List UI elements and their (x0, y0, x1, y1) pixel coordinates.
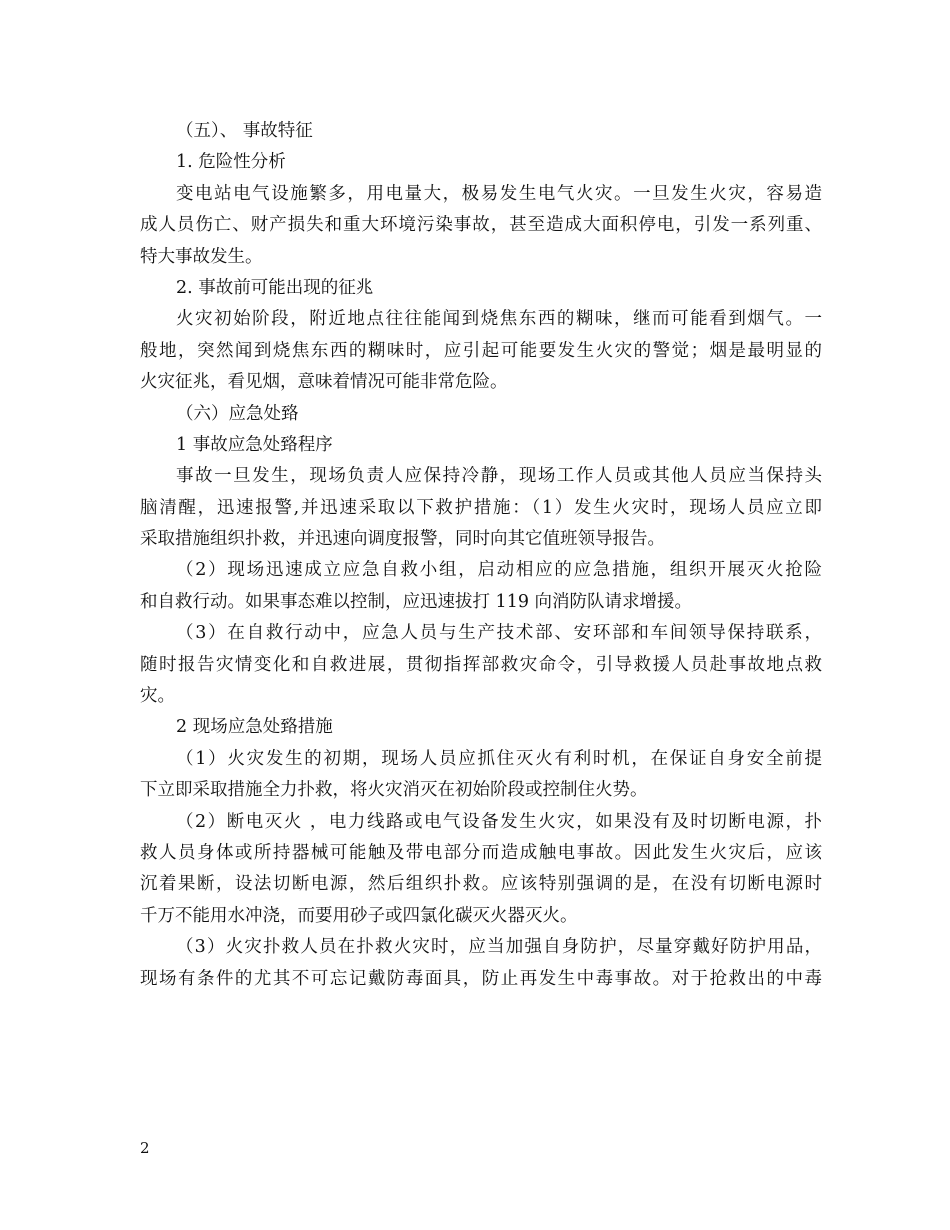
paragraph-line: 下立即采取措施全力扑救，将火灾消灭在初始阶段或控制住火势。 (140, 780, 648, 801)
paragraph-line: 特大事故发生。 (140, 246, 263, 267)
paragraph-line: （2）现场迅速成立应急自救小组，启动相应的应急措施，组织开展灭火抢险 (176, 560, 822, 581)
paragraph-line: 沉着果断，设法切断电源，然后组织扑救。应该特别强调的是，在没有切断电源时 (140, 874, 822, 895)
subheading-onsite-measures: 2 现场应急处臵措施 (176, 717, 333, 738)
paragraph-line: 现场有条件的尤其不可忘记戴防毒面具，防止再发生中毒事故。对于抢救出的中毒 (140, 968, 822, 989)
paragraph-line: （3）在自救行动中，应急人员与生产技术部、安环部和车间领导保持联系， (176, 623, 822, 644)
paragraph-line: 脑清醒，迅速报警,并迅速采取以下救护措施：（1）发生火灾时，现场人员应立即 (140, 497, 822, 518)
paragraph-line: 火灾征兆，看见烟，意味着情况可能非常危险。 (140, 372, 508, 393)
paragraph-line: 般地，突然闻到烧焦东西的糊味时，应引起可能要发生火灾的警觉；烟是最明显的 (140, 340, 822, 361)
subheading-response-procedure: 1 事故应急处臵程序 (176, 434, 333, 455)
paragraph-line: 成人员伤亡、财产损失和重大环境污染事故，甚至造成大面积停电，引发一系列重、 (140, 215, 822, 236)
document-body (140, 116, 822, 995)
paragraph-line: （2）断电灭火 ，电力线路或电气设备发生火灾，如果没有及时切断电源，扑 (176, 811, 822, 832)
paragraph-line: （1）火灾发生的初期，现场人员应抓住灭火有利时机，在保证自身安全前提 (176, 748, 822, 769)
subheading-hazard-analysis: 1. 危险性分析 (176, 152, 286, 173)
section-heading-accident-features: （五）、 事故特征 (176, 121, 313, 141)
section-heading-emergency-response: （六）应急处臵 (176, 403, 299, 424)
paragraph-line: 随时报告灾情变化和自救进展，贯彻指挥部救灾命令，引导救援人员赴事故地点救 (140, 654, 822, 675)
paragraph-line: 灾。 (140, 686, 175, 707)
paragraph-line: 火灾初始阶段，附近地点往往能闻到烧焦东西的糊味，继而可能看到烟气。一 (176, 309, 822, 330)
page-number: 2 (140, 1139, 150, 1157)
paragraph-line: 变电站电气设施繁多，用电量大，极易发生电气火灾。一旦发生火灾，容易造 (176, 183, 822, 204)
paragraph-line: 事故一旦发生，现场负责人应保持冷静，现场工作人员或其他人员应当保持头 (176, 466, 822, 487)
paragraph-line: （3）火灾扑救人员在扑救火灾时，应当加强自身防护，尽量穿戴好防护用品， (176, 937, 822, 958)
paragraph-line: 采取措施组织扑救，并迅速向调度报警，同时向其它值班领导报告。 (140, 529, 665, 550)
paragraph-line: 千万不能用水冲浇，而要用砂子或四氯化碳灭火器灭火。 (140, 905, 578, 926)
subheading-warning-signs: 2. 事故前可能出现的征兆 (176, 277, 374, 298)
paragraph-line: 救人员身体或所持器械可能触及带电部分而造成触电事故。因此发生火灾后，应该 (140, 842, 822, 863)
paragraph-line: 和自救行动。如果事态难以控制，应迅速拔打 119 向消防队请求增援。 (140, 591, 693, 612)
